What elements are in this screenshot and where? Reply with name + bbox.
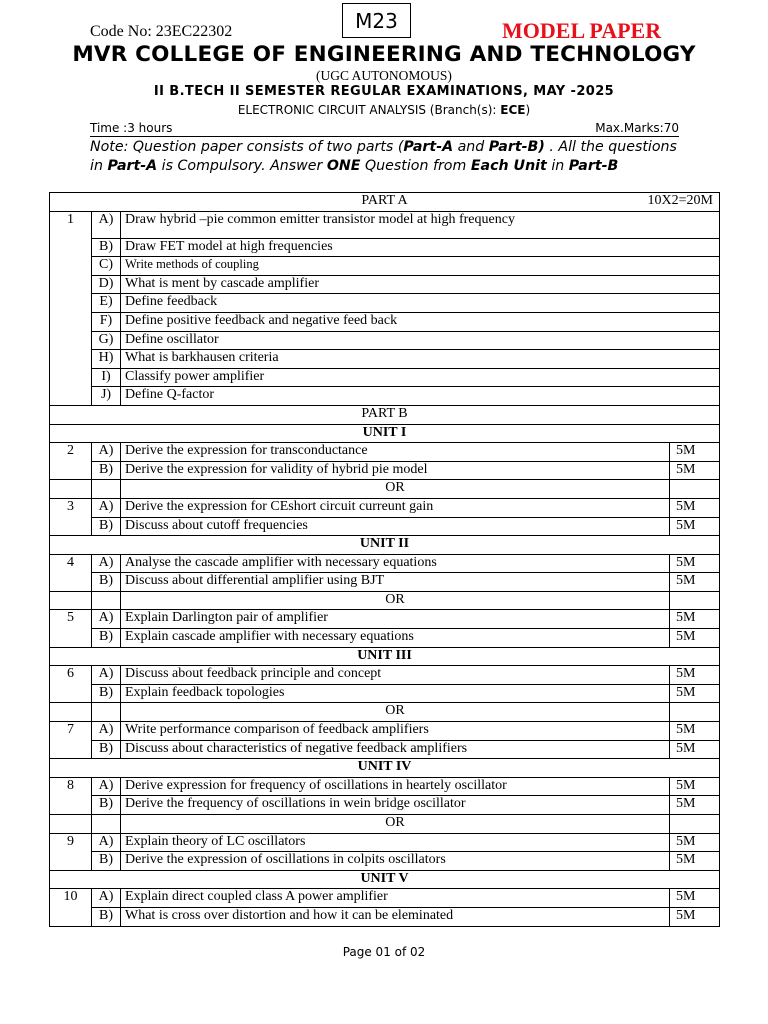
table-row	[50, 294, 720, 313]
question-text: Derive expression for frequency of oscillations in heartely oscillator	[121, 777, 670, 796]
question-text: Derive the frequency of oscillations in wein bridge oscillator	[121, 796, 670, 815]
question-label: A)	[92, 777, 121, 796]
unit-title: UNIT V	[50, 870, 720, 889]
table-row	[50, 889, 720, 908]
question-text: Discuss about differential amplifier using BJT	[121, 573, 670, 592]
autonomous-label: (UGC AUTONOMOUS)	[316, 68, 452, 83]
table-row	[50, 777, 720, 796]
question-label: B)	[92, 238, 121, 257]
question-text: Explain theory of LC oscillators	[121, 833, 670, 852]
table-row	[50, 666, 720, 685]
table-row	[50, 461, 720, 480]
question-number: 9	[50, 833, 92, 870]
question-text: Discuss about characteristics of negative feedback amplifiers	[121, 740, 670, 759]
question-table-body	[50, 193, 720, 927]
part-a-header-row	[50, 193, 720, 212]
unit-header-row	[50, 647, 720, 666]
table-row	[50, 852, 720, 871]
question-number: 5	[50, 610, 92, 647]
question-text: Classify power amplifier	[121, 368, 720, 387]
note-text: and	[453, 139, 489, 155]
regulation-box: M23	[342, 3, 411, 38]
note-bold: Part-B	[568, 158, 619, 174]
branch: ECE	[500, 103, 526, 117]
question-marks: 5M	[670, 443, 720, 462]
subject-line	[0, 103, 768, 117]
question-marks: 5M	[670, 907, 720, 926]
part-a-title: PART A	[361, 193, 408, 208]
exam-title: II B.TECH II SEMESTER REGULAR EXAMINATIONS, MAY -2025	[153, 84, 615, 99]
or-separator: OR	[121, 480, 670, 499]
question-number: 10	[50, 889, 92, 926]
question-text: Write methods of coupling	[121, 257, 720, 276]
or-separator: OR	[121, 703, 670, 722]
question-label: A)	[92, 833, 121, 852]
table-row	[50, 443, 720, 462]
question-label: E)	[92, 294, 121, 313]
question-label: H)	[92, 350, 121, 369]
question-marks: 5M	[670, 889, 720, 908]
question-label: B)	[92, 629, 121, 648]
question-label: F)	[92, 312, 121, 331]
unit-header-row	[50, 870, 720, 889]
table-row	[50, 312, 720, 331]
question-label: D)	[92, 275, 121, 294]
question-number: 7	[50, 722, 92, 759]
question-number: 1	[50, 211, 92, 405]
max-marks: Max.Marks:70	[595, 121, 679, 135]
question-label: B)	[92, 573, 121, 592]
table-row	[50, 368, 720, 387]
table-row	[50, 238, 720, 257]
empty-cell	[670, 480, 720, 499]
code-number: Code No: 23EC22302	[90, 23, 233, 40]
question-text: Define Q-factor	[121, 387, 720, 406]
empty-cell	[50, 480, 92, 499]
question-number: 6	[50, 666, 92, 703]
question-marks: 5M	[670, 740, 720, 759]
question-number: 4	[50, 554, 92, 591]
question-marks: 5M	[670, 517, 720, 536]
table-row	[50, 907, 720, 926]
or-row	[50, 815, 720, 834]
question-label: B)	[92, 796, 121, 815]
question-number: 2	[50, 443, 92, 480]
note-bold: Part-A	[403, 139, 454, 155]
table-row	[50, 740, 720, 759]
question-marks: 5M	[670, 554, 720, 573]
subject-name: ELECTRONIC CIRCUIT ANALYSIS (Branch(s):	[237, 103, 501, 117]
empty-cell	[670, 815, 720, 834]
question-label: B)	[92, 684, 121, 703]
question-text: What is cross over distortion and how it can be eleminated	[121, 907, 670, 926]
question-text: Define positive feedback and negative feed back	[121, 312, 720, 331]
or-separator: OR	[121, 591, 670, 610]
question-marks: 5M	[670, 777, 720, 796]
table-row	[50, 275, 720, 294]
question-text: Explain feedback topologies	[121, 684, 670, 703]
or-row	[50, 480, 720, 499]
table-row	[50, 833, 720, 852]
time-marks-line	[90, 121, 679, 137]
note-text: Note: Question paper consists of two parts (	[90, 139, 404, 155]
subject-close: )	[525, 103, 531, 117]
unit-header-row	[50, 759, 720, 778]
question-label: A)	[92, 610, 121, 629]
table-row	[50, 331, 720, 350]
part-a-marks: 10X2=20M	[647, 193, 713, 208]
question-text: Define oscillator	[121, 331, 720, 350]
question-marks: 5M	[670, 796, 720, 815]
question-marks: 5M	[670, 722, 720, 741]
table-row	[50, 517, 720, 536]
model-paper-label: MODEL PAPER	[502, 18, 662, 43]
note-text: Question from	[360, 158, 471, 174]
question-label: B)	[92, 740, 121, 759]
empty-cell	[50, 815, 92, 834]
empty-cell	[50, 703, 92, 722]
table-row	[50, 722, 720, 741]
empty-cell	[92, 703, 121, 722]
table-row	[50, 554, 720, 573]
empty-cell	[670, 703, 720, 722]
question-table	[49, 192, 720, 927]
table-row	[50, 629, 720, 648]
question-text: Discuss about cutoff frequencies	[121, 517, 670, 536]
empty-cell	[92, 591, 121, 610]
question-text: Derive the expression for transconductance	[121, 443, 670, 462]
question-label: A)	[92, 554, 121, 573]
question-marks: 5M	[670, 610, 720, 629]
note-text: is Compulsory. Answer	[157, 158, 327, 174]
table-row	[50, 257, 720, 276]
unit-title: UNIT II	[50, 536, 720, 555]
time-duration: Time :3 hours	[90, 121, 173, 135]
table-row	[50, 350, 720, 369]
page-number: Page 01 of 02	[342, 945, 426, 959]
note-bold: Each Unit	[470, 158, 547, 174]
empty-cell	[92, 480, 121, 499]
note-bold: Part-A	[107, 158, 158, 174]
note-bold: ONE	[326, 158, 361, 174]
table-row	[50, 498, 720, 517]
question-marks: 5M	[670, 498, 720, 517]
question-label: C)	[92, 257, 121, 276]
question-text: Explain Darlington pair of amplifier	[121, 610, 670, 629]
note-text: in	[546, 158, 569, 174]
unit-header-row	[50, 536, 720, 555]
question-text: Derive the expression for CEshort circuit curreunt gain	[121, 498, 670, 517]
question-label: G)	[92, 331, 121, 350]
question-label: B)	[92, 517, 121, 536]
question-label: B)	[92, 852, 121, 871]
empty-cell	[50, 591, 92, 610]
question-label: A)	[92, 889, 121, 908]
question-text: Draw FET model at high frequencies	[121, 238, 720, 257]
college-name: MVR COLLEGE OF ENGINEERING AND TECHNOLOGY	[72, 42, 696, 67]
question-text: What is ment by cascade amplifier	[121, 275, 720, 294]
table-row	[50, 684, 720, 703]
note-bold: Part-B)	[488, 139, 545, 155]
part-b-title: PART B	[50, 405, 720, 424]
question-label: I)	[92, 368, 121, 387]
instructions-note	[90, 138, 690, 176]
table-row	[50, 610, 720, 629]
part-b-header-row	[50, 405, 720, 424]
question-marks: 5M	[670, 461, 720, 480]
question-text: Write performance comparison of feedback amplifiers	[121, 722, 670, 741]
question-marks: 5M	[670, 629, 720, 648]
question-marks: 5M	[670, 666, 720, 685]
question-text: What is barkhausen criteria	[121, 350, 720, 369]
table-row	[50, 796, 720, 815]
or-row	[50, 703, 720, 722]
table-row	[50, 211, 720, 238]
question-label: B)	[92, 907, 121, 926]
question-marks: 5M	[670, 684, 720, 703]
empty-cell	[670, 591, 720, 610]
question-marks: 5M	[670, 573, 720, 592]
question-text: Derive the expression for validity of hybrid pie model	[121, 461, 670, 480]
question-text: Explain cascade amplifier with necessary equations	[121, 629, 670, 648]
question-label: A)	[92, 498, 121, 517]
question-label: B)	[92, 461, 121, 480]
question-number: 8	[50, 777, 92, 814]
question-text: Discuss about feedback principle and concept	[121, 666, 670, 685]
question-text: Analyse the cascade amplifier with necessary equations	[121, 554, 670, 573]
question-text: Derive the expression of oscillations in colpits oscillators	[121, 852, 670, 871]
question-text: Draw hybrid –pie common emitter transistor model at high frequency	[121, 211, 720, 238]
question-text: Define feedback	[121, 294, 720, 313]
table-row	[50, 387, 720, 406]
question-text: Explain direct coupled class A power amplifier	[121, 889, 670, 908]
unit-header-row	[50, 424, 720, 443]
unit-title: UNIT IV	[50, 759, 720, 778]
question-label: A)	[92, 443, 121, 462]
question-label: A)	[92, 722, 121, 741]
question-marks: 5M	[670, 852, 720, 871]
question-number: 3	[50, 498, 92, 535]
question-marks: 5M	[670, 833, 720, 852]
unit-title: UNIT I	[50, 424, 720, 443]
question-label: J)	[92, 387, 121, 406]
question-label: A)	[92, 666, 121, 685]
table-row	[50, 573, 720, 592]
part-a-header	[50, 193, 720, 212]
note-text: . All the questions in	[90, 139, 677, 174]
or-row	[50, 591, 720, 610]
unit-title: UNIT III	[50, 647, 720, 666]
or-separator: OR	[121, 815, 670, 834]
empty-cell	[92, 815, 121, 834]
question-label: A)	[92, 211, 121, 238]
